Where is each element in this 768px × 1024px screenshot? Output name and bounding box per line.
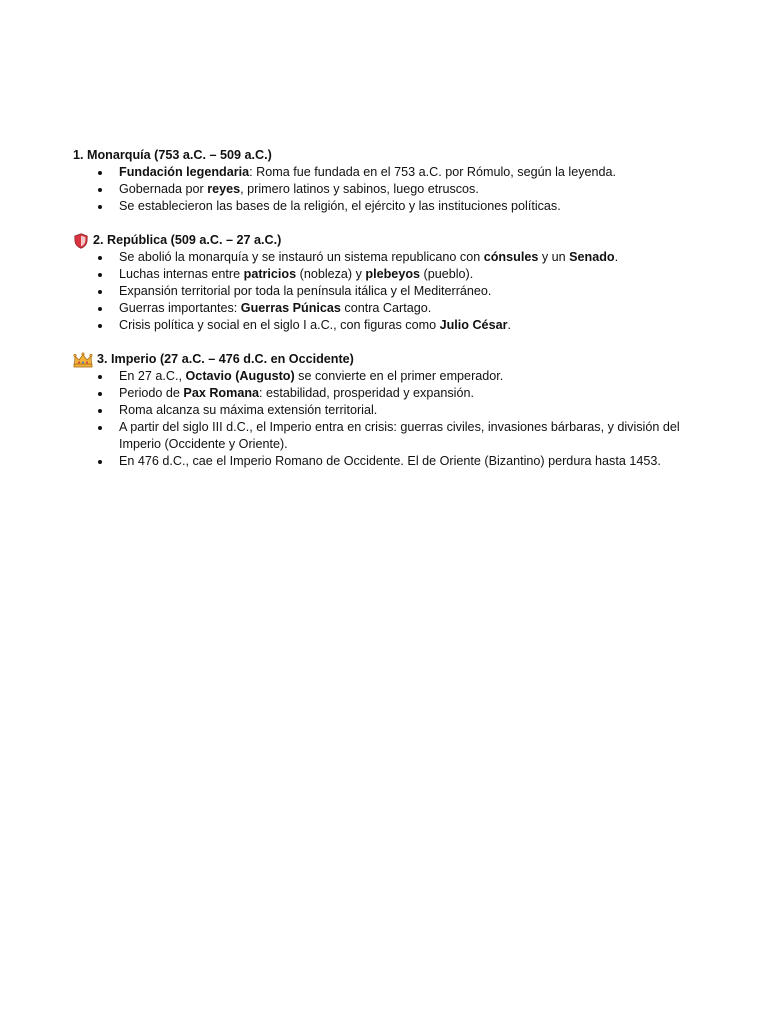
bullet-dot-icon <box>98 426 102 430</box>
section-heading-text: 3. Imperio (27 a.C. – 476 d.C. en Occidente) <box>97 352 354 366</box>
list-item <box>73 385 713 402</box>
bold-text: reyes <box>207 182 241 196</box>
bullet-list <box>73 249 713 334</box>
list-item <box>73 283 713 300</box>
bold-text: plebeyos <box>365 267 421 281</box>
text-run: (nobleza) y <box>296 267 366 281</box>
text-run: Luchas internas entre <box>119 267 244 281</box>
text-run: : Roma fue fundada en el 753 a.C. por Rómulo, según la leyenda. <box>249 165 617 179</box>
document-content <box>73 147 713 487</box>
section-monarquia <box>73 147 713 215</box>
section-imperio <box>73 351 713 470</box>
bullet-dot-icon <box>98 171 102 175</box>
text-run: A partir del siglo III d.C., el Imperio entra en crisis: guerras civiles, invasiones bárbaras, y división del Imperio (Occidente y Oriente). <box>119 420 680 451</box>
text-run: se convierte en el primer emperador. <box>294 369 504 383</box>
bold-text: Fundación legendaria <box>119 165 250 179</box>
bold-text: Pax Romana <box>183 386 260 400</box>
text-run: Gobernada por <box>119 182 208 196</box>
text-run: Crisis política y social en el siglo I a.C., con figuras como <box>119 318 440 332</box>
bullet-dot-icon <box>98 205 102 209</box>
list-item <box>73 266 713 283</box>
text-run: En 27 a.C., <box>119 369 186 383</box>
bold-text: Julio César <box>439 318 508 332</box>
text-run: Roma alcanza su máxima extensión territorial. <box>119 403 378 417</box>
section-heading <box>73 232 713 249</box>
bullet-dot-icon <box>98 409 102 413</box>
bold-text: cónsules <box>483 250 539 264</box>
bullet-list <box>73 164 713 215</box>
bullet-dot-icon <box>98 273 102 277</box>
text-run: Periodo de <box>119 386 184 400</box>
text-run: Expansión territorial por toda la península itálica y el Mediterráneo. <box>119 284 492 298</box>
text-run: Guerras importantes: <box>119 301 241 315</box>
list-item <box>73 419 713 453</box>
text-run: y un <box>538 250 570 264</box>
section-heading <box>73 351 713 368</box>
shield-icon <box>73 233 89 249</box>
list-item <box>73 249 713 266</box>
list-item <box>73 300 713 317</box>
text-run: (pueblo). <box>420 267 474 281</box>
crown-icon <box>73 352 93 368</box>
list-item <box>73 181 713 198</box>
bold-text: patricios <box>243 267 297 281</box>
bullet-list <box>73 368 713 470</box>
text-run: Se abolió la monarquía y se instauró un sistema republicano con <box>119 250 484 264</box>
bullet-dot-icon <box>98 460 102 464</box>
section-heading-text: 2. República (509 a.C. – 27 a.C.) <box>93 233 282 247</box>
list-item <box>73 368 713 385</box>
bold-text: Senado <box>569 250 615 264</box>
list-item <box>73 453 713 470</box>
section-heading-text: 1. Monarquía (753 a.C. – 509 a.C.) <box>73 148 272 162</box>
text-run: : estabilidad, prosperidad y expansión. <box>259 386 474 400</box>
list-item <box>73 317 713 334</box>
bold-text: Octavio (Augusto) <box>185 369 295 383</box>
text-run: . <box>614 250 619 264</box>
text-run: contra Cartago. <box>340 301 432 315</box>
bullet-dot-icon <box>98 290 102 294</box>
text-run: Se establecieron las bases de la religión, el ejército y las instituciones políticas. <box>119 199 561 213</box>
list-item <box>73 402 713 419</box>
text-run: . <box>507 318 511 332</box>
bullet-dot-icon <box>98 188 102 192</box>
section-republica <box>73 232 713 334</box>
bullet-dot-icon <box>98 375 102 379</box>
text-run: , primero latinos y sabinos, luego etruscos. <box>240 182 479 196</box>
bold-text: Guerras Púnicas <box>240 301 341 315</box>
bullet-dot-icon <box>98 256 102 260</box>
bullet-dot-icon <box>98 307 102 311</box>
list-item <box>73 198 713 215</box>
bullet-dot-icon <box>98 392 102 396</box>
list-item <box>73 164 713 181</box>
section-heading <box>73 147 713 164</box>
text-run: En 476 d.C., cae el Imperio Romano de Occidente. El de Oriente (Bizantino) perdura hasta 1453. <box>119 454 661 468</box>
bullet-dot-icon <box>98 324 102 328</box>
